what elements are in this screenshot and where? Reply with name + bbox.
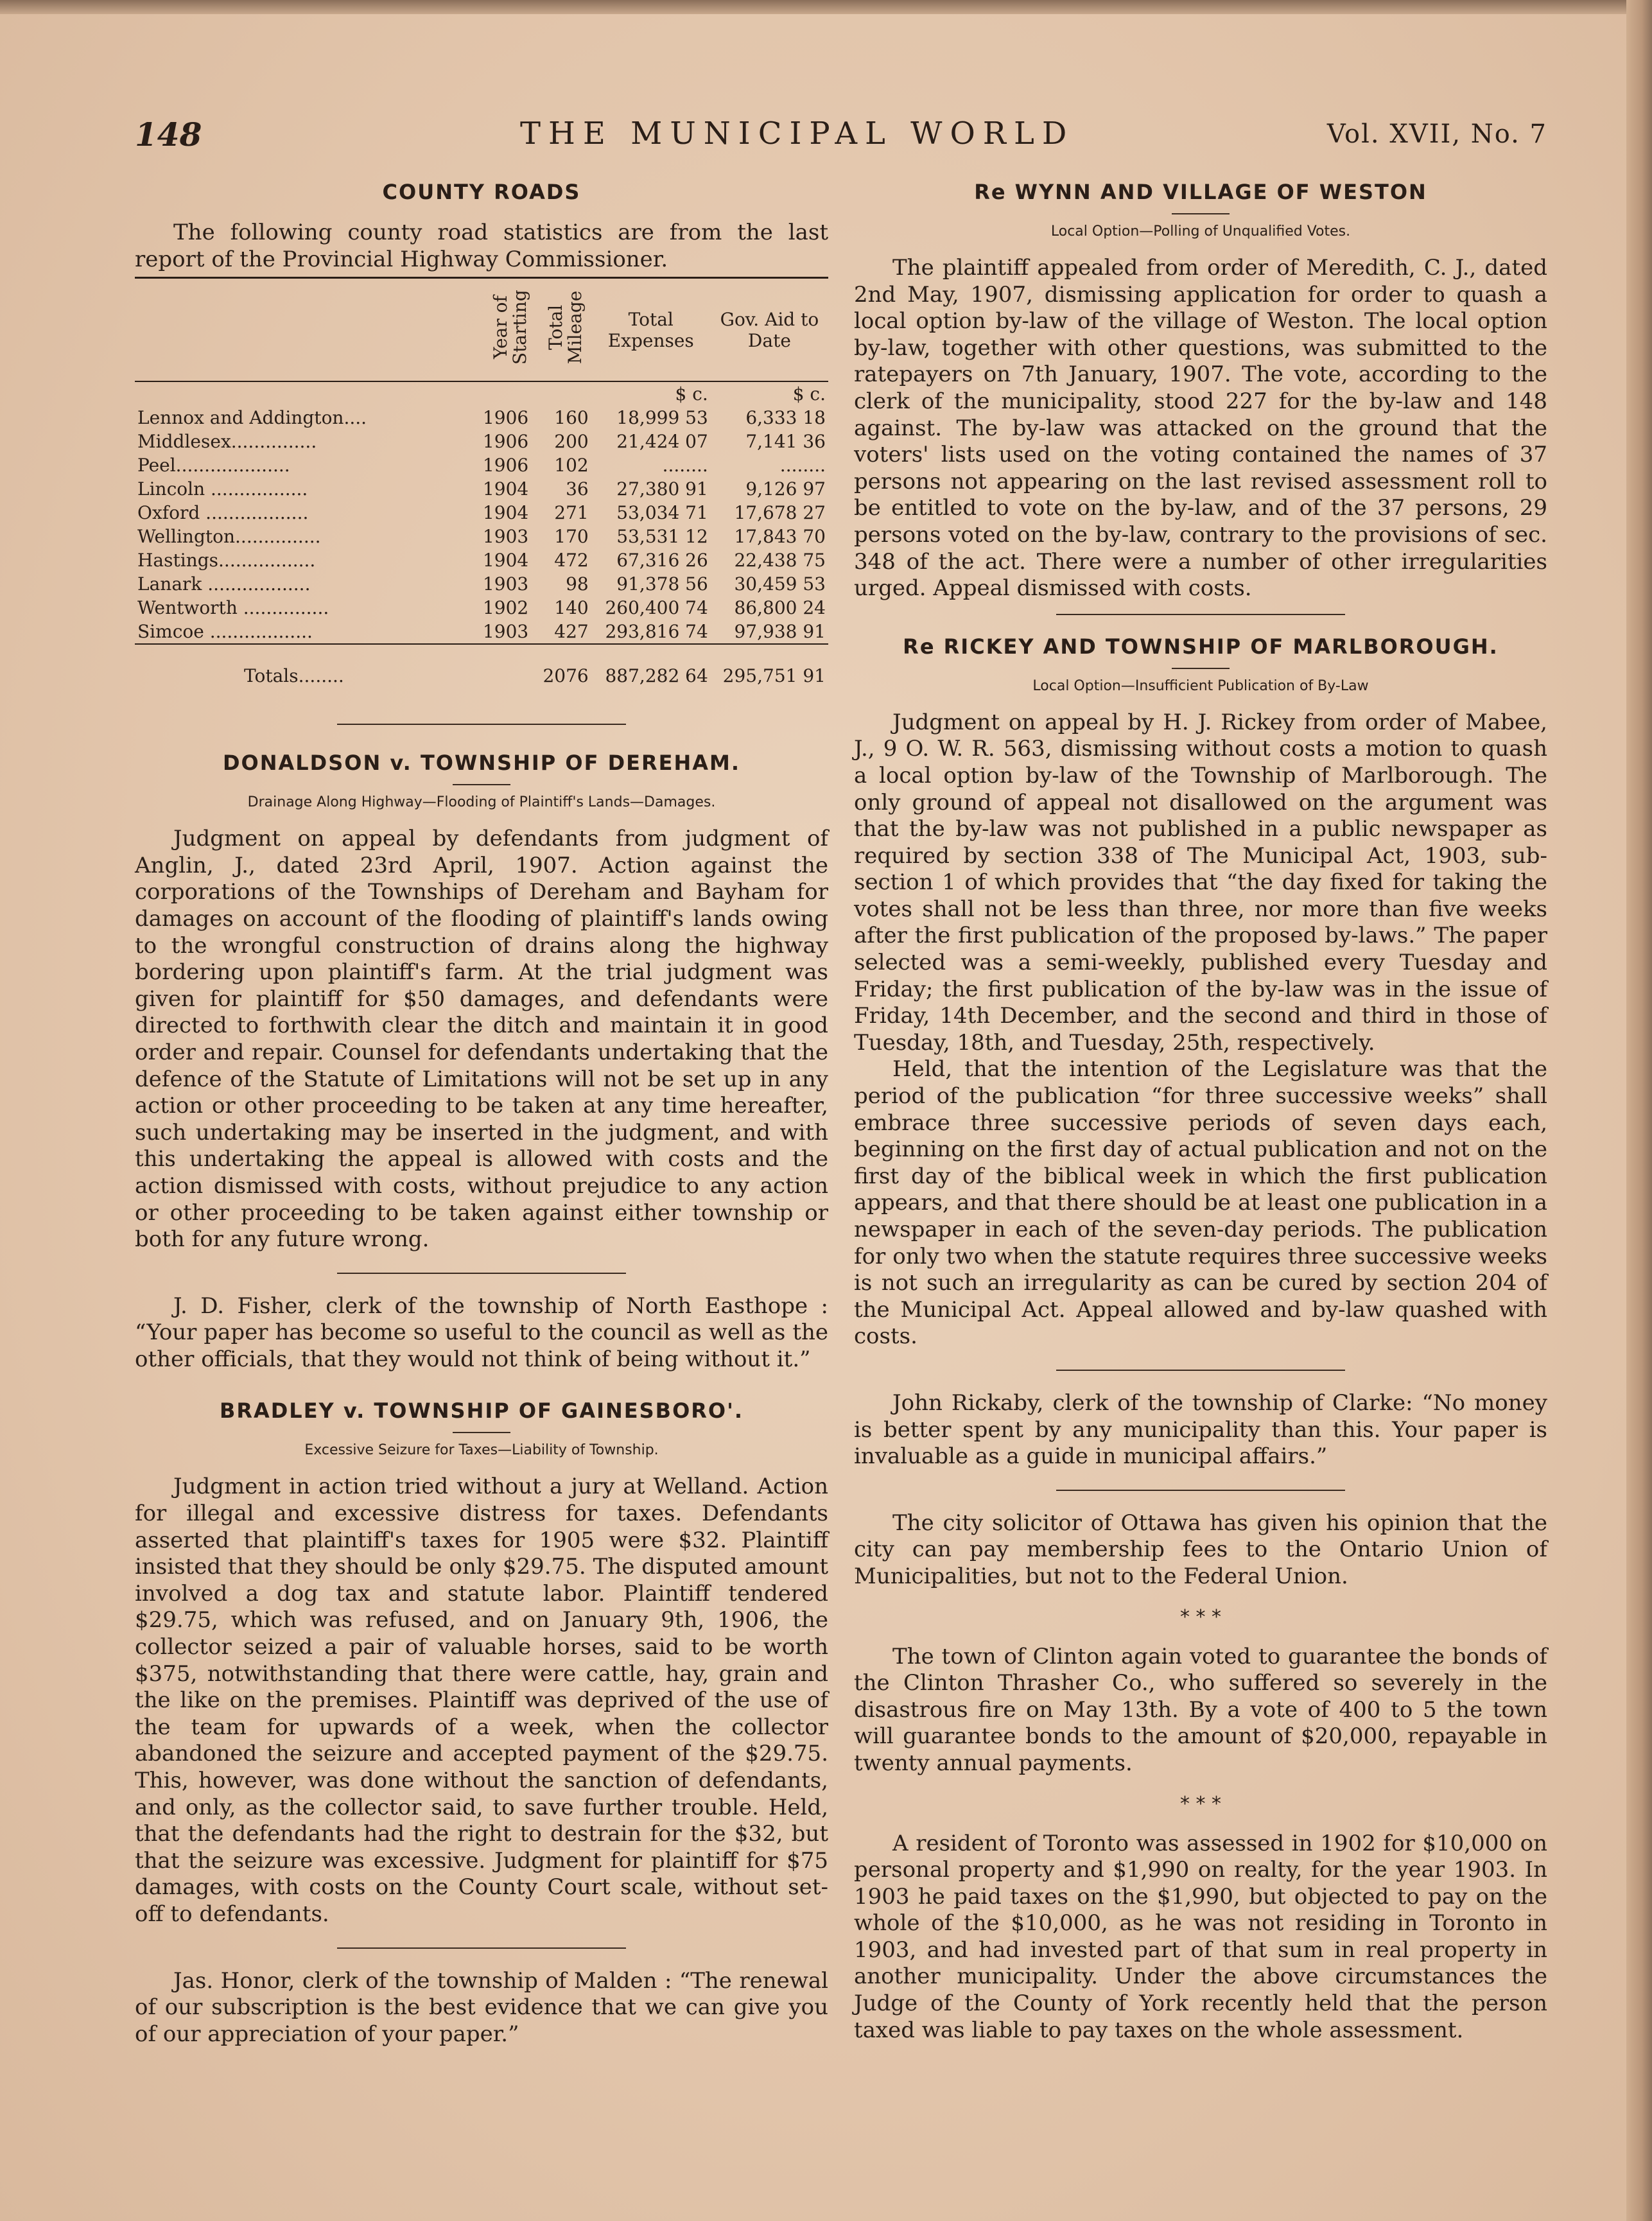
table-row bbox=[135, 430, 828, 453]
table-totals-row bbox=[135, 647, 828, 688]
toronto-note: A resident of Toronto was assessed in 1902 for $10,000 on personal property and $1,990 on realty, for the year 1903. In 1903 he paid taxes on the $1,990, but objected to pay on the whole of the $10,000, as he was not residing in Toronto in 1903, and had invested part of that sum in real property in another municipality. Under the above circumstances the Judge of the County of York recently held that the person taxed was liable to pay taxes on the whole assessment. bbox=[854, 1830, 1547, 2043]
table-row bbox=[135, 572, 828, 596]
divider bbox=[337, 1947, 626, 1949]
expenses-cell: 53,531 12 bbox=[616, 526, 708, 548]
year-cell: 1902 bbox=[482, 597, 529, 619]
county-name-cell: Wentworth ............... bbox=[137, 597, 329, 619]
aid-cell: 22,438 75 bbox=[734, 550, 826, 571]
divider bbox=[337, 724, 626, 725]
asterisk-separator: * * * bbox=[1179, 1605, 1222, 1628]
mileage-cell: 427 bbox=[554, 621, 589, 643]
table-header-mileage: Total Mileage bbox=[540, 278, 591, 382]
right-column bbox=[854, 180, 1547, 2044]
aid-cell: 86,800 24 bbox=[734, 597, 826, 619]
mileage-cell: 170 bbox=[554, 526, 589, 548]
expenses-cell: 18,999 53 bbox=[616, 407, 708, 429]
expenses-cell: 67,316 26 bbox=[616, 550, 708, 571]
county-roads-heading: COUNTY ROADS bbox=[382, 180, 581, 204]
mileage-cell: 36 bbox=[566, 478, 589, 500]
fisher-quote: J. D. Fisher, clerk of the township of North Easthope : “Your paper has become so useful to the council as well as the other officials, that they would not think of being without it.” bbox=[135, 1293, 828, 1372]
divider bbox=[1172, 213, 1230, 214]
expenses-cell: 53,034 71 bbox=[616, 502, 708, 524]
year-cell: 1906 bbox=[482, 431, 529, 453]
donaldson-subhead: Drainage Along Highway—Flooding of Plaintiff's Lands—Damages. bbox=[247, 794, 716, 811]
unit-aid: $ c. bbox=[792, 383, 826, 405]
year-cell: 1903 bbox=[482, 573, 529, 595]
county-name-cell: Oxford .................. bbox=[137, 502, 309, 524]
divider bbox=[453, 784, 510, 785]
donaldson-heading: DONALDSON v. TOWNSHIP OF DEREHAM. bbox=[222, 751, 741, 776]
unit-expenses: $ c. bbox=[675, 383, 708, 405]
table-row bbox=[135, 596, 828, 620]
rickey-body-2: Held, that the intention of the Legislature was that the period of the publication “for three successive weeks” shall embrace three successive periods of seven days each, beginning on the first day of actual publication and not on the first day of the biblical week in which the first publication appears, and that there should be at least one publication in a newspaper in each of the seven-day periods. The publication for only two when the statute requires three successive weeks is not such an irregularity as can be cured by section 204 of the Municipal Act. Appeal allowed and by-law quashed with costs. bbox=[854, 1056, 1547, 1350]
page-top-edge bbox=[0, 0, 1652, 14]
year-cell: 1906 bbox=[482, 407, 529, 429]
mileage-cell: 472 bbox=[554, 550, 589, 571]
county-name-cell: Wellington............... bbox=[137, 526, 321, 548]
wynn-heading: Re WYNN AND VILLAGE OF WESTON bbox=[974, 180, 1427, 204]
aid-cell: 7,141 36 bbox=[745, 431, 826, 453]
bradley-subhead: Excessive Seizure for Taxes—Liability of Township. bbox=[304, 1442, 659, 1459]
table-row bbox=[135, 501, 828, 525]
year-cell: 1904 bbox=[482, 550, 529, 571]
county-roads-intro: The following county road statistics are from the last report of the Provincial Highway Commissioner. bbox=[135, 220, 828, 272]
county-roads-table bbox=[135, 277, 828, 688]
rickey-body-1: Judgment on appeal by H. J. Rickey from order of Mabee, J., 9 O. W. R. 563, dismissing without costs a motion to quash a local option by-law of the Township of Marlborough. The only ground of appeal not disallowed on the argument was that the by-law was not published in a public newspaper as required by section 338 of The Municipal Act, 1903, sub-section 1 of which provides that “the day fixed for taking the votes shall not be less than three, nor more than five weeks after the first publication of the proposed by-laws.” The paper selected was a semi-weekly, published every Tuesday and Friday; the first publication of the by-law was in the issue of Friday, 14th December, and the second and third in those of Tuesday, 18th, and Tuesday, 25th, respectively. bbox=[854, 709, 1547, 1056]
year-cell: 1906 bbox=[482, 455, 529, 476]
divider bbox=[1056, 1370, 1345, 1371]
rickaby-quote: John Rickaby, clerk of the township of Clarke: “No money is better spent by any municipality than this. Your paper is invaluable as a guide in municipal affairs.” bbox=[854, 1389, 1547, 1470]
county-name-cell: Simcoe .................. bbox=[137, 621, 313, 643]
aid-cell: ........ bbox=[779, 455, 826, 476]
wynn-subhead: Local Option—Polling of Unqualified Votes. bbox=[1050, 223, 1351, 240]
mileage-cell: 271 bbox=[554, 502, 589, 524]
bradley-body: Judgment in action tried without a jury at Welland. Action for illegal and excessive distress for taxes. Defendants asserted that plaintiff's taxes for 1905 were $32. Plaintiff insisted that they should be only $29.75. The disputed amount involved a dog tax and statute labor. Plaintiff tendered $29.75, which was refused, and on January 9th, 1906, the collector seized a pair of valuable horses, said to be worth $375, notwithstanding that there were cattle, hay, grain and the like on the premises. Plaintiff was deprived of the use of the team for upwards of a week, when the collector abandoned the seizure and accepted payment of the $29.75. This, however, was done without the sanction of defendants, and only, as the collector said, to save further trouble. Held, that the defendants had the right to destrain for the $32, but that the seizure was excessive. Judgment for plaintiff for $75 damages, with costs on the County Court scale, without set-off to defendants. bbox=[135, 1474, 828, 1927]
year-cell: 1903 bbox=[482, 621, 529, 643]
mileage-cell: 140 bbox=[554, 597, 589, 619]
divider bbox=[1172, 668, 1230, 669]
page-number: 148 bbox=[135, 116, 202, 153]
mileage-cell: 102 bbox=[554, 455, 589, 476]
table-row bbox=[135, 453, 828, 477]
asterisk-separator: * * * bbox=[1179, 1792, 1222, 1815]
totals-label: Totals........ bbox=[244, 665, 344, 687]
expenses-cell: 260,400 74 bbox=[605, 597, 708, 619]
table-row bbox=[135, 548, 828, 572]
clinton-note: The town of Clinton again voted to guarantee the bonds of the Clinton Thrasher Co., who suffered so severely in the disastrous fire on May 13th. By a vote of 400 to 5 the town will guarantee bonds to the amount of $20,000, repayable in twenty annual payments. bbox=[854, 1643, 1547, 1776]
table-row bbox=[135, 525, 828, 548]
aid-cell: 17,678 27 bbox=[734, 502, 826, 524]
year-cell: 1904 bbox=[482, 478, 529, 500]
volume-label: Vol. XVII, No. 7 bbox=[1326, 119, 1547, 149]
totals-mileage: 2076 bbox=[543, 665, 589, 687]
running-title: THE MUNICIPAL WORLD bbox=[520, 116, 1075, 152]
mileage-cell: 200 bbox=[554, 431, 589, 453]
expenses-cell: ........ bbox=[662, 455, 708, 476]
county-name-cell: Hastings................. bbox=[137, 550, 316, 571]
county-name-cell: Lanark .................. bbox=[137, 573, 311, 595]
table-header-aid: Gov. Aid to Date bbox=[711, 278, 828, 382]
divider bbox=[337, 1273, 626, 1274]
aid-cell: 97,938 91 bbox=[734, 621, 826, 643]
table-row bbox=[135, 620, 828, 644]
binding-edge bbox=[1626, 0, 1652, 2221]
year-cell: 1903 bbox=[482, 526, 529, 548]
page-header bbox=[135, 116, 1547, 161]
county-name-cell: Peel.................... bbox=[137, 455, 290, 476]
aid-cell: 17,843 70 bbox=[734, 526, 826, 548]
expenses-cell: 293,816 74 bbox=[605, 621, 708, 643]
rickey-subhead: Local Option—Insufficient Publication of By-Law bbox=[1032, 677, 1369, 694]
divider bbox=[453, 1432, 510, 1433]
mileage-cell: 160 bbox=[554, 407, 589, 429]
table-header-year: Year of Starting bbox=[480, 278, 540, 382]
bradley-heading: BRADLEY v. TOWNSHIP OF GAINESBORO'. bbox=[219, 1398, 744, 1424]
county-name-cell: Lennox and Addington.... bbox=[137, 407, 367, 429]
aid-cell: 6,333 18 bbox=[745, 407, 826, 429]
ottawa-note: The city solicitor of Ottawa has given his opinion that the city can pay membership fees to the Ontario Union of Municipalities, but not to the Federal Union. bbox=[854, 1510, 1547, 1589]
divider bbox=[1056, 614, 1345, 615]
county-name-cell: Middlesex............... bbox=[137, 431, 317, 453]
aid-cell: 30,459 53 bbox=[734, 573, 826, 595]
table-row bbox=[135, 477, 828, 501]
county-name-cell: Lincoln ................. bbox=[137, 478, 308, 500]
totals-aid: 295,751 91 bbox=[722, 665, 826, 687]
table-header-county bbox=[135, 278, 480, 382]
left-column bbox=[135, 180, 828, 2048]
aid-cell: 9,126 97 bbox=[745, 478, 826, 500]
rickey-heading: Re RICKEY AND TOWNSHIP OF MARLBOROUGH. bbox=[903, 634, 1499, 659]
honor-quote: Jas. Honor, clerk of the township of Malden : “The renewal of our subscription is the best evidence that we can give you of our appreciation of your paper.” bbox=[135, 1967, 828, 2047]
table-header-expenses: Total Expenses bbox=[591, 278, 711, 382]
expenses-cell: 27,380 91 bbox=[616, 478, 708, 500]
donaldson-body: Judgment on appeal by defendants from judgment of Anglin, J., dated 23rd April, 1907. Action against the corporations of the Townships of Dereham and Bayham for damages on account of the flooding of plaintiff's lands owing to the wrongful construction of drains along the highway bordering upon plaintiff's farm. At the trial judgment was given for plaintiff for $50 damages, and defendants were directed to forthwith clear the ditch and maintain it in good order and repair. Counsel for defendants undertaking that the defence of the Statute of Limitations will not be set up in any action or other proceeding to be taken at any time hereafter, such undertaking may be inserted in the judgment, and with this undertaking the appeal is allowed with costs and the action dismissed with costs, without prejudice to any action or other proceeding to be taken against either township or both for any future wrong. bbox=[135, 826, 828, 1253]
expenses-cell: 21,424 07 bbox=[616, 431, 708, 453]
totals-expenses: 887,282 64 bbox=[605, 665, 708, 687]
year-cell: 1904 bbox=[482, 502, 529, 524]
table-row bbox=[135, 406, 828, 430]
divider bbox=[1056, 1490, 1345, 1491]
expenses-cell: 91,378 56 bbox=[616, 573, 708, 595]
wynn-body: The plaintiff appealed from order of Meredith, C. J., dated 2nd May, 1907, dismissing application for order to quash a local option by-law of the village of Weston. The local option by-law, together with other questions, was submitted to the ratepayers on 7th January, 1907. The vote, according to the clerk of the municipality, stood 227 for the by-law and 148 against. The by-law was attacked on the ground that the voters' lists used on the voting contained the names of 37 persons not appearing on the last revised assessment roll to be entitled to vote on the by-law, and of the 37 persons, 29 persons voted on the by-law, contrary to the provisions of sec. 348 of the act. There were a number of other irregularities urged. Appeal dismissed with costs. bbox=[854, 255, 1547, 602]
mileage-cell: 98 bbox=[566, 573, 589, 595]
